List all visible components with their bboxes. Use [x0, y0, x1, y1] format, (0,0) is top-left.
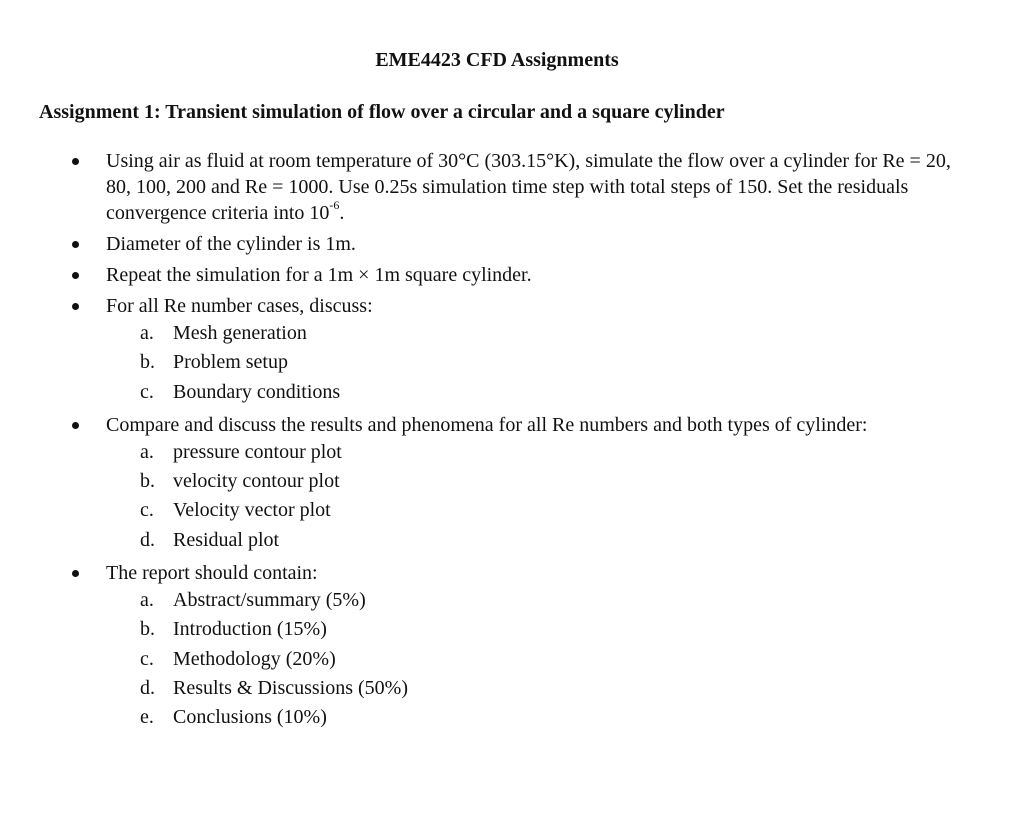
list-marker: b.	[140, 351, 155, 374]
list-marker: c.	[140, 499, 154, 522]
list-marker: a.	[140, 440, 154, 463]
exponent-superscript: -6	[329, 198, 340, 213]
bullet-text-end: .	[339, 202, 345, 224]
list-item	[106, 615, 954, 644]
bullet-item-compare	[0, 412, 1024, 555]
list-marker: a.	[140, 322, 154, 344]
report-sublist	[106, 586, 954, 732]
list-item	[106, 438, 954, 467]
list-marker: c.	[140, 647, 154, 670]
bullet-dot-icon	[72, 158, 79, 165]
list-item	[106, 319, 954, 348]
list-item-text: Velocity vector plot	[173, 499, 331, 522]
list-marker: e.	[140, 706, 154, 729]
list-item	[106, 645, 954, 674]
discuss-sublist	[106, 319, 954, 407]
list-item-text: Conclusions (10%)	[173, 706, 327, 729]
list-item-text: Abstract/summary (5%)	[173, 589, 366, 612]
bullet-text: Repeat the simulation for a 1m × 1m square cylinder.	[106, 264, 532, 286]
list-marker: b.	[140, 618, 155, 641]
bullet-text: The report should contain:	[106, 562, 318, 585]
list-marker: a.	[140, 589, 154, 612]
list-item	[106, 378, 954, 407]
list-marker: b.	[140, 470, 155, 493]
list-item	[106, 348, 954, 377]
list-item	[106, 526, 954, 555]
bullet-item-simulation	[0, 148, 1024, 226]
list-marker: c.	[140, 380, 154, 403]
list-item	[106, 703, 954, 732]
compare-sublist	[106, 438, 954, 555]
bullet-text: Using air as fluid at room temperature of 30°C (303.15°K), simulate the flow over a cylinder for Re = 20, 80, 100, 200 and Re = 1000. Use 0.25s simulation time step with total steps of 150. Set the residuals convergence criteria into 10	[106, 150, 951, 224]
list-item-text: Boundary conditions	[173, 380, 341, 403]
bullet-list	[0, 148, 1024, 738]
list-item-text: Methodology (20%)	[173, 647, 336, 670]
bullet-item-diameter	[0, 231, 1024, 257]
list-marker: d.	[140, 528, 155, 551]
list-item-text: pressure contour plot	[173, 440, 342, 463]
bullet-item-report	[0, 560, 1024, 732]
list-item-text: Results & Discussions (50%)	[173, 676, 408, 699]
list-item-text: velocity contour plot	[173, 470, 340, 493]
bullet-dot-icon	[72, 272, 79, 279]
list-item	[106, 496, 954, 525]
bullet-item-discuss	[0, 293, 1024, 407]
bullet-dot-icon	[72, 241, 79, 248]
list-item-text: Mesh generation	[173, 322, 307, 344]
bullet-dot-icon	[72, 570, 79, 577]
bullet-text: Diameter of the cylinder is 1m.	[106, 233, 356, 255]
list-item-text: Problem setup	[173, 351, 288, 374]
assignment-heading: Assignment 1: Transient simulation of flow over a circular and a square cylinder	[39, 101, 725, 123]
bullet-text: Compare and discuss the results and phenomena for all Re numbers and both types of cylinder:	[106, 413, 868, 436]
bullet-dot-icon	[72, 422, 79, 429]
list-item	[106, 586, 954, 615]
bullet-item-square-cylinder	[0, 262, 1024, 288]
list-item	[106, 674, 954, 703]
list-item-text: Residual plot	[173, 528, 280, 551]
list-item	[106, 467, 954, 496]
bullet-text: For all Re number cases, discuss:	[106, 295, 373, 317]
list-item-text: Introduction (15%)	[173, 618, 327, 641]
bullet-dot-icon	[72, 303, 79, 310]
list-marker: d.	[140, 676, 155, 699]
page-title: EME4423 CFD Assignments	[375, 49, 619, 71]
